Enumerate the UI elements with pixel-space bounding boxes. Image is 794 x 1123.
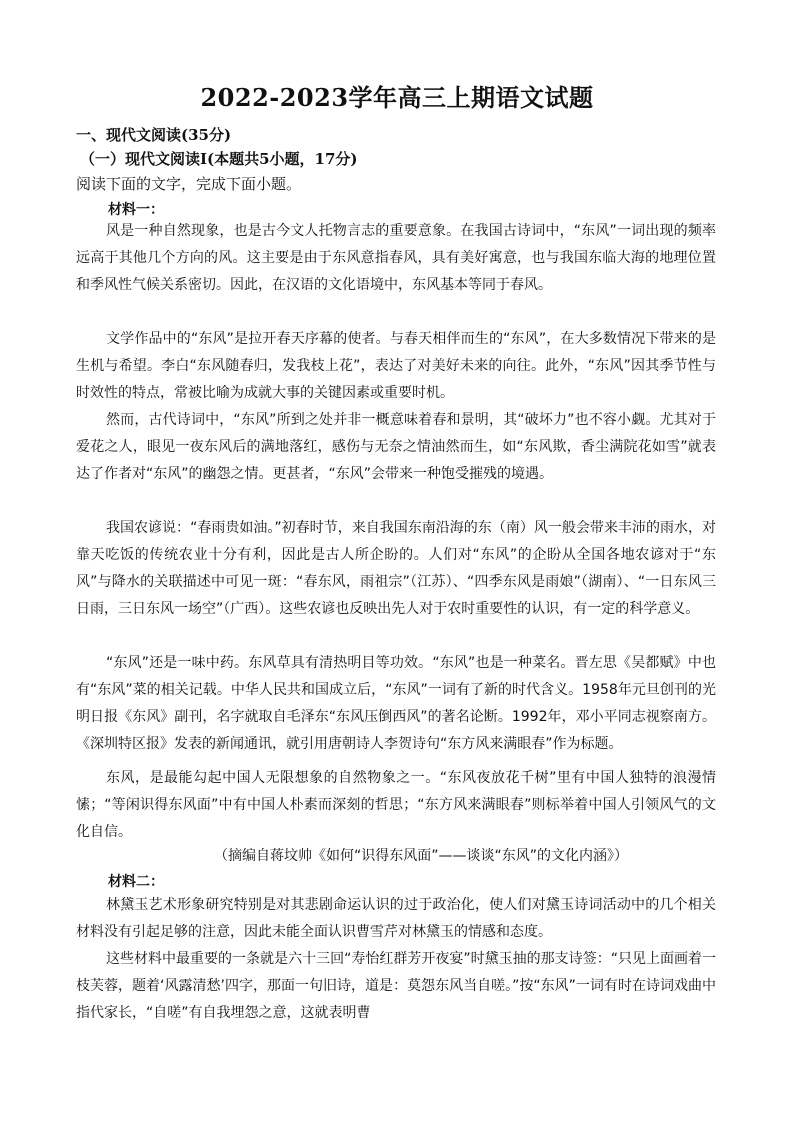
- material-2-paragraph: 林黛玉艺术形象研究特别是对其悲剧命运认识的过于政治化，使人们对黛玉诗词活动中的几个相关材料没有引起足够的注意，因此未能全面认识曹雪芹对林黛玉的情感和态度。: [76, 897, 716, 940]
- material-1-paragraph: 风是一种自然现象，也是古今文人托物言志的重要意象。在我国古诗词中，“东风”一词出现的频率远高于其他几个方向的风。这主要是由于东风意指春风，具有美好寓意，也与我国东临大海的地理位置和季风性气候关系密切。因此，在汉语的文化语境中，东风基本等同于春风。: [76, 223, 716, 293]
- material-1-paragraph: 文学作品中的“东风”是拉开春天序幕的使者。与春天相伴而生的“东风”，在大多数情况下带来的是生机与希望。李白“东风随春归，发我枝上花”，表达了对美好未来的向往。此外，“东风”因其季节性与时效性的特点，常被比喻为成就大事的关键因素或重要时机。: [76, 331, 716, 401]
- subsection-heading: （一）现代文阅读I(本题共5小题，17分): [80, 150, 358, 168]
- material-2-label: 材料二：: [108, 874, 164, 890]
- material-1-paragraph: 东风，是最能勾起中国人无限想象的自然物象之一。“东风夜放花千树”里有中国人独特的浪漫情愫；“等闲识得东风面”中有中国人朴素而深刻的哲思；“东方风来满眼春”则标举着中国人引领风气的文化自信。: [76, 770, 716, 840]
- material-1-source: （摘编自蒋坟帅《如何“识得东风面”——谈谈“东风”的文化内涵》）: [214, 848, 629, 864]
- material-1-paragraph: 我国农谚说：“春雨贵如油。”初春时节，来自我国东南沿海的东（南）风一般会带来丰沛的雨水，对靠天吃饭的传统农业十分有利，因此是古人所企盼的。人们对“东风”的企盼从全国各地农谚对于“东风”与降水的关联描述中可见一斑：“春东风，雨祖宗”（江苏）、“四季东风是雨娘”（湖南）、“一日东风三日雨，三日东风一场空”（广西）。这些农谚也反映出先人对于农时重要性的认识，有一定的科学意义。: [76, 520, 716, 617]
- instruction-text: 阅读下面的文字，完成下面小题。: [76, 175, 302, 193]
- page-title: 2022-2023学年高三上期语文试题: [200, 83, 594, 112]
- section-heading: 一、现代文阅读(35分): [76, 126, 232, 144]
- material-1-label: 材料一：: [108, 202, 164, 218]
- material-2-paragraph: 这些材料中最重要的一条就是六十三回“寿怡红群芳开夜宴”时黛玉抽的那支诗签：“只见上面画着一枝芙蓉，题着‘风露清愁’四字，那面一句旧诗，道是：莫怨东风当自嗟。”按“东风”一词有时在诗词戏曲中指代家长，“自嗟”有自我埋怨之意，这就表明曹: [76, 951, 716, 1021]
- material-1-paragraph: 然而，古代诗词中，“东风”所到之处并非一概意味着春和景明，其“破坏力”也不容小觑。尤其对于爱花之人，眼见一夜东风后的满地落红，感伤与无奈之情油然而生，如“东风欺，香尘满院花如雪”就表达了作者对“东风”的幽怨之情。更甚者，“东风”会带来一种饱受摧残的境遇。: [76, 412, 716, 482]
- material-1-paragraph: “东风”还是一味中药。东风草具有清热明目等功效。“东风”也是一种菜名。晋左思《吴都赋》中也有“东风”菜的相关记载。中华人民共和国成立后，“东风”一词有了新的时代含义。1958年元旦创刊的光明日报《东风》副刊，名字就取自毛泽东“东风压倒西风”的著名论断。1992年，邓小平同志视察南方。《深圳特区报》发表的新闻通讯，就引用唐朝诗人李贺诗句“东方风来满眼春”作为标题。: [76, 655, 716, 752]
